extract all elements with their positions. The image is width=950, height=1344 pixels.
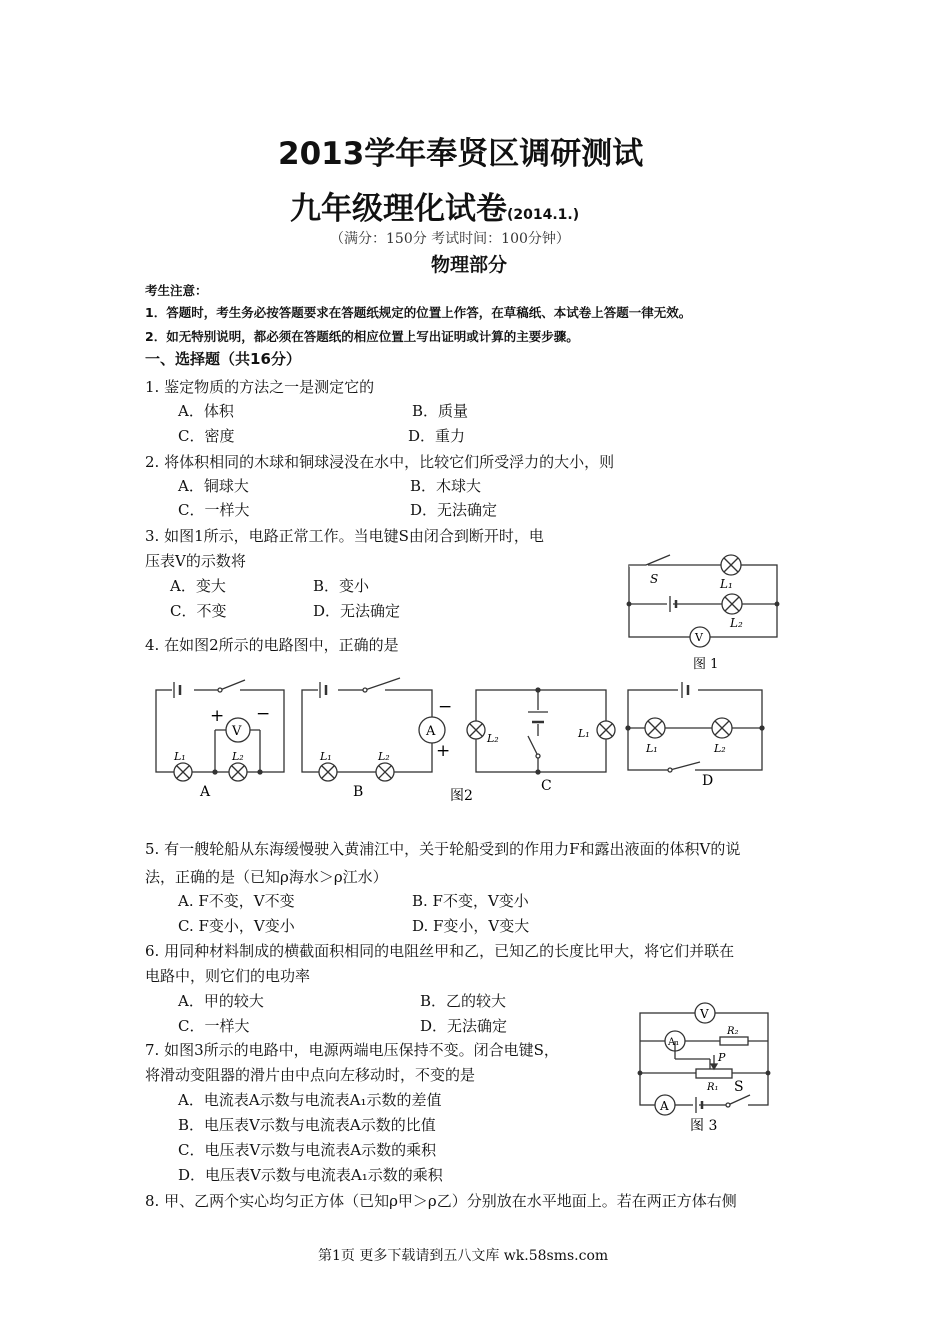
- q5-option-b: B. F不变，V变小: [412, 892, 529, 910]
- q1-option-d: D．重力: [408, 427, 466, 445]
- q3-option-d: D．无法确定: [313, 602, 401, 620]
- q1-stem: 1. 鉴定物质的方法之一是测定它的: [145, 378, 375, 396]
- q2-option-a: A．铜球大: [178, 477, 249, 495]
- fig2-b-l1: L₁: [320, 750, 332, 763]
- fig3-ammeter-a1-label: A₁: [668, 1037, 680, 1048]
- fig2-a-voltmeter-label: V: [232, 724, 242, 739]
- fig2-d-l2: L₂: [714, 742, 726, 755]
- q7-option-a: A．电流表A示数与电流表A₁示数的差值: [178, 1091, 442, 1109]
- fig2-label-d: D: [702, 773, 714, 789]
- q6-option-c: C．一样大: [178, 1017, 250, 1035]
- q6-option-d: D．无法确定: [420, 1017, 508, 1035]
- q1-option-a: A．体积: [178, 402, 234, 420]
- subtitle-text: 九年级理化试卷: [290, 191, 507, 227]
- figure-3: [630, 995, 780, 1135]
- notes-heading: 考生注意：: [145, 283, 208, 298]
- page-footer: 第1页 更多下载请到五八文库 wk.58sms.com: [318, 1248, 609, 1264]
- fig3-r1-label: R₁: [707, 1082, 719, 1093]
- fig2-b-l2: L₂: [378, 750, 390, 763]
- q7-option-c: C．电压表V示数与电流表A示数的乘积: [178, 1141, 437, 1159]
- q3-option-b: B．变小: [313, 577, 370, 595]
- fig2-c-l2: L₂: [487, 732, 499, 745]
- fig2-caption: 图2: [450, 788, 473, 804]
- q5-stem-1: 5. 有一艘轮船从东海缓慢驶入黄浦江中，关于轮船受到的作用力F和露出液面的体积V的说: [145, 840, 741, 858]
- note-2: 2．如无特别说明，都必须在答题纸的相应位置上写出证明或计算的主要步骤。: [145, 329, 579, 344]
- fig1-label-l2: L₂: [730, 616, 743, 630]
- q7-option-d: D．电压表V示数与电流表A₁示数的乘积: [178, 1166, 443, 1184]
- part-title: 一、选择题（共16分）: [145, 350, 301, 368]
- fig1-voltmeter-label: V: [695, 631, 703, 644]
- q1-option-b: B．质量: [412, 402, 469, 420]
- q5-stem-2: 法，正确的是（已知ρ海水＞ρ江水）: [145, 868, 388, 886]
- fig1-label-s: S: [650, 572, 659, 586]
- q6-stem-1: 6. 用同种材料制成的横截面积相同的电阻丝甲和乙，已知乙的长度比甲大，将它们并联在: [145, 942, 735, 960]
- q7-stem-1: 7. 如图3所示的电路中，电源两端电压保持不变。闭合电键S，: [145, 1041, 559, 1059]
- fig3-r2-label: R₂: [727, 1026, 739, 1037]
- fig2-b-plus: +: [436, 741, 451, 761]
- fig2-b-ammeter-label: A: [426, 724, 436, 739]
- q7-stem-2: 将滑动变阻器的滑片由中点向左移动时，不变的是: [145, 1066, 476, 1084]
- fig2-a-l1: L₁: [174, 750, 186, 763]
- exam-subtitle: [290, 183, 579, 228]
- q6-option-b: B．乙的较大: [420, 992, 507, 1010]
- exam-title: 2013学年奉贤区调研测试: [278, 136, 644, 172]
- fig2-a-minus: −: [256, 704, 271, 724]
- fig2-a-plus: +: [210, 706, 225, 726]
- fig2-d-l1: L₁: [646, 742, 658, 755]
- fig3-p-label: P: [718, 1051, 726, 1064]
- fig2-a-l2: L₂: [232, 750, 244, 763]
- fig2-label-c: C: [541, 778, 552, 794]
- q8-stem: 8. 甲、乙两个实心均匀正方体（已知ρ甲＞ρ乙）分别放在水平地面上。若在两正方体右侧: [145, 1192, 737, 1210]
- fig3-s-label: S: [734, 1079, 744, 1095]
- q3-option-c: C．不变: [170, 602, 227, 620]
- q2-option-c: C．一样大: [178, 501, 250, 519]
- fig3-ammeter-a-label: A: [660, 1099, 669, 1113]
- q2-stem: 2. 将体积相同的木球和铜球浸没在水中，比较它们所受浮力的大小，则: [145, 453, 615, 471]
- q2-option-b: B．木球大: [410, 477, 482, 495]
- q3-stem-1: 3. 如图1所示，电路正常工作。当电键S由闭合到断开时，电: [145, 527, 544, 545]
- section-title: 物理部分: [431, 254, 508, 276]
- q6-option-a: A．甲的较大: [178, 992, 264, 1010]
- q4-stem: 4. 在如图2所示的电路图中，正确的是: [145, 636, 399, 654]
- q5-option-d: D. F变小，V变大: [412, 917, 530, 935]
- q6-stem-2: 电路中，则它们的电功率: [145, 967, 311, 985]
- subtitle-date: (2014.1.): [507, 207, 580, 223]
- q5-option-a: A. F不变，V不变: [178, 892, 295, 910]
- fig3-voltmeter-label: V: [700, 1007, 709, 1021]
- q2-option-d: D．无法确定: [410, 501, 498, 519]
- fig2-b-minus: −: [438, 697, 453, 717]
- q3-stem-2: 压表V的示数将: [145, 552, 246, 570]
- exam-meta: （满分：150分 考试时间：100分钟）: [330, 231, 570, 247]
- figure-1: [620, 545, 790, 675]
- fig1-caption: 图 1: [693, 657, 719, 672]
- q1-option-c: C．密度: [178, 427, 235, 445]
- note-1: 1．答题时，考生务必按答题要求在答题纸规定的位置上作答，在草稿纸、本试卷上答题一律无效。: [145, 305, 692, 320]
- q5-option-c: C. F变小，V变小: [178, 917, 295, 935]
- q3-option-a: A．变大: [170, 577, 226, 595]
- fig3-caption: 图 3: [690, 1118, 718, 1134]
- figure-2: [150, 672, 780, 807]
- fig2-c-l1: L₁: [578, 727, 590, 740]
- fig2-label-a: A: [200, 784, 211, 800]
- fig2-label-b: B: [353, 784, 364, 800]
- fig1-label-l1: L₁: [720, 577, 733, 591]
- q7-option-b: B．电压表V示数与电流表A示数的比值: [178, 1116, 436, 1134]
